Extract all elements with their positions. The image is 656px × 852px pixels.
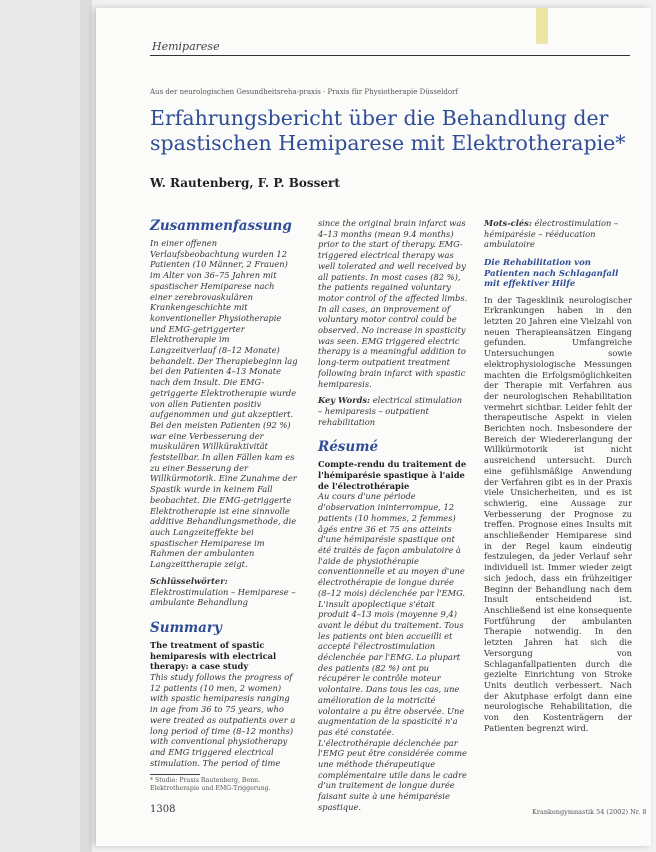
page-tab-marker xyxy=(536,8,548,44)
resume-body: Au cours d'une période d'observation ininterrompue, 12 patients (10 hommes, 2 femmes) âgés entre 36 et 75 ans atteints d'une hémiparésie spastique ont été traités de façon ambulatoire à l'aide de physiothérapie conventionnelle et au moyen d'une électrothérapie de longue durée (8–12 mois) déclenchée par l'EMG. L'insult apoplectique s'était produit 4–13 mois (moyenne 9,4) avant le début du traitement. Tous les patients ont bien accueilli et accepté l'électrostimulation déclenchée par l'EMG. La plupart des patients (82 %) ont pu récupérer le contrôle moteur volontaire. Dans tous les cas, une amélioration de la motricité volontaire a pu être observée. Une augmentation de la spasticité n'a pas été constatée. L'électrothérapie déclenchée par l'EMG peut être considérée comme une méthode thérapeutique complémentaire utile dans le cadre d'un traitement de longue durée faisant suite à une hémiparésie spastique. xyxy=(318,491,467,812)
summary-body: This study follows the progress of 12 patients (10 men, 2 women) with spastic hemiparesis ranging in age from 36 to 75 years, who were treated as outpatients over a long period of time (8–12 months) with conventional physiotherapy and EMG triggered electrical stimulation. The period of time xyxy=(150,672,296,768)
rehab-heading: Die Rehabilitation von Patienten nach Schlaganfall mit effektiver Hilfe xyxy=(484,258,619,290)
column-1 xyxy=(150,218,298,792)
resume-heading: Résumé xyxy=(318,439,379,456)
resume-keywords-label: Mots-clés: xyxy=(484,218,532,228)
column-2 xyxy=(318,218,468,819)
summary-keywords-text: electrical stimulation – hemiparesis – outpatient rehabilitation xyxy=(318,395,463,427)
journal-citation: Krankengymnastik 54 (2002) Nr. 8 xyxy=(532,808,647,816)
zusammenfassung-keywords xyxy=(150,576,298,608)
resume-keywords xyxy=(484,218,632,250)
resume-subheading: Compte-rendu du traitement de l'hémiparésie spastique à l'aide de l'électrothérapie xyxy=(318,459,467,491)
summary-heading: Summary xyxy=(150,619,222,636)
page-number: 1308 xyxy=(150,804,176,815)
source-line: Aus der neurologischen Gesundheitsreha-praxis · Praxis für Physiotherapie Düsseldorf xyxy=(150,88,458,96)
summary-keywords-label: Key Words: xyxy=(318,395,371,406)
zusammenfassung-heading: Zusammenfassung xyxy=(150,218,292,234)
section-label xyxy=(150,40,630,56)
article-page xyxy=(96,8,651,846)
summary-keywords xyxy=(318,395,468,427)
zusammenfassung-keywords-label: Schlüsselwörter: xyxy=(150,575,228,586)
zusammenfassung-keywords-text: Elektrostimulation – Hemiparese – ambulante Behandlung xyxy=(150,586,296,608)
resume-keywords-text: électrostimulation – hémiparésie – rééducation ambulatoire xyxy=(484,218,619,250)
article-authors: W. Rautenberg, F. P. Bossert xyxy=(150,176,340,190)
summary-continued: since the original brain infarct was 4–13 months (mean 9.4 months) prior to the start of therapy. EMG-triggered electrical therapy was well tolerated and well received by all patients. In most cases (82 %), the patients regained voluntary motor control of the affected limbs. In all cases, an improvement of voluntary motor control could be observed. No increase in spasticity was seen. EMG triggered electric therapy is a meaningful addition to long-term outpatient treatment following brain infarct with spastic hemiparesis. xyxy=(318,218,468,389)
footnote: * Studie: Praxis Rautenberg, Bonn. Elektrotherapie und EMG-Triggerung. xyxy=(150,777,271,792)
footnote-rule xyxy=(150,774,200,775)
rehab-body: In der Tagesklinik neurologischer Erkrankungen haben in den letzten 20 Jahren eine Vielzahl von neuen Therapieansätzen Eingang gefunden. Umfangreiche Untersuchungen sowie elektrophysiologische Messungen machten die Erfolgsmöglichkeiten der Therapie mit Verfahren aus der neurologischen Rehabilitation vermehrt sichtbar. Leider fehlt der therapeutische Aspekt in vielen Berichten noch. Insbesondere der Bereich der Wiedererlangung der Willkürmotorik ist nicht ausreichend untersucht. Durch eine gefühlsmäßige Anwendung der Verfahren gibt es in der Praxis viele Unsicherheiten, und es ist schwierig, eine Aussage zur Verbesserung der Prognose zu treffen. Prognose eines Insults mit anschließender Hemiparese sind in der Regel kaum eindeutig festzulegen, da jeder Verlauf sehr individuell ist. Immer wieder zeigt sich jedoch, dass ein frühzeitiger Beginn der Behandlung nach dem Insult entscheidend ist. Anschließend ist eine konsequente Fortführung der ambulanten Therapie notwendig. In den letzten Jahren hat sich die Versorgung von Schlaganfallpatienten durch die gezielte Einrichtung von Stroke Units deutlich verbessert. Nach der Akutphase erfolgt dann eine neurologische Rehabilitation, die von den Kostenträgern der Patienten begrenzt wird. xyxy=(484,294,632,733)
article-title: Erfahrungsbericht über die Behandlung der spastischen Hemiparese mit Elektrotherapie* xyxy=(150,106,626,155)
section-label-text: Hemiparese xyxy=(150,40,226,53)
zusammenfassung-body: In einer offenen Verlaufsbeobachtung wurden 12 Patienten (10 Männer, 2 Frauen) im Alter von 36–75 Jahren mit spastischer Hemiparese nach einer zerebrovaskulären Krankengeschichte mit konventioneller Physiotherapie und EMG-getriggerter Elektrotherapie im Langzeitverlauf (8–12 Monate) behandelt. Der Therapiebeginn lag bei den Patienten 4–13 Monate nach dem Insult. Die EMG-getriggerte Elektrotherapie wurde von allen Patienten positiv aufgenommen und gut akzeptiert. Bei den meisten Patienten (92 %) war eine Verbesserung der muskulären Willküraktivität feststellbar. In allen Fällen kam es zu einer Besserung der Willkürmotorik. Eine Zunahme der Spastik wurde in keinem Fall beobachtet. Die EMG-getriggerte Elektrotherapie ist eine sinnvolle additive Behandlungsmethode, die auch Langzeiteffekte bei spastischer Hemiparese im Rahmen der ambulanten Langzeittherapie zeigt. xyxy=(150,238,298,570)
column-3 xyxy=(484,218,632,739)
summary-subheading: The treatment of spastic hemiparesis with electrical therapy: a case study xyxy=(150,639,277,672)
